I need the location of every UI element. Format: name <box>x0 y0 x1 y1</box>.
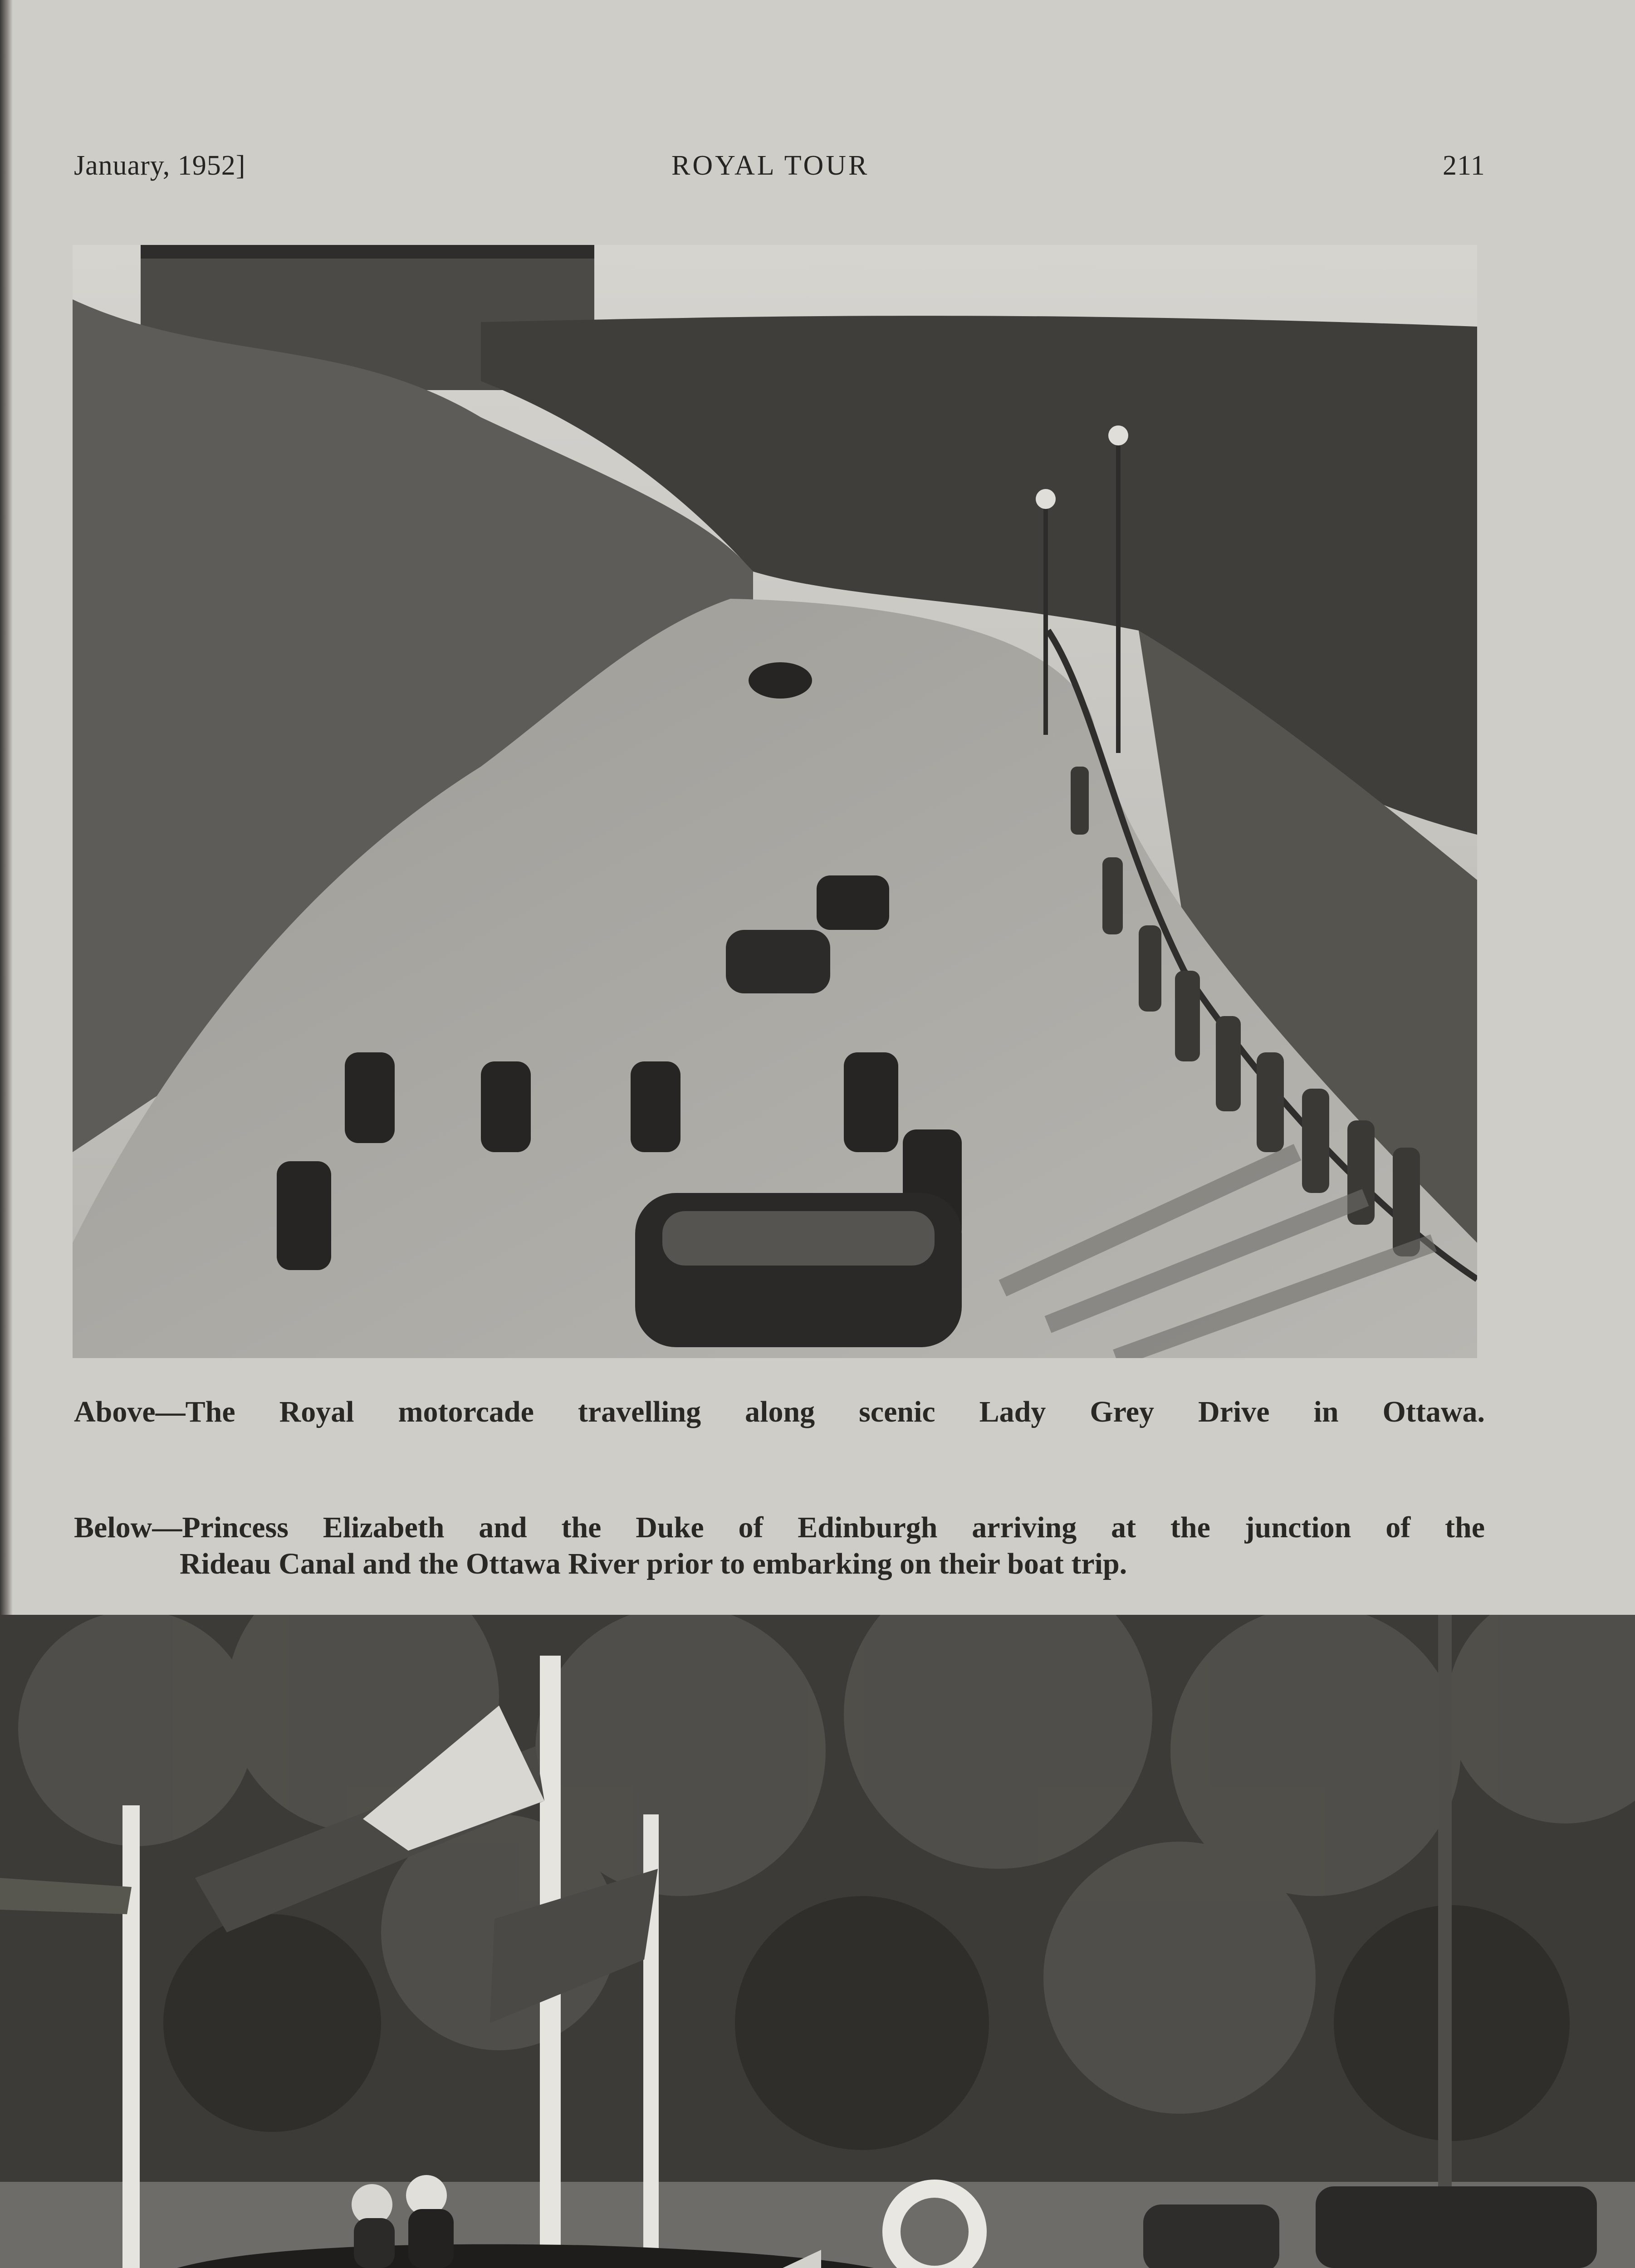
royal-car-photo <box>0 1615 1635 2268</box>
motorcade-photo-illustration <box>73 245 1477 1358</box>
running-head-title: ROYAL TOUR <box>671 150 870 181</box>
page-number: 211 <box>1443 150 1485 181</box>
caption-above: Above—The Royal motorcade travelling along scenic Lady Grey Drive in Ottawa. <box>74 1395 1485 1428</box>
royal-car-photo-illustration <box>0 1615 1635 2268</box>
caption-below-line-1: Below—Princess Elizabeth and the Duke of Edinburgh arriving at the junction of the <box>74 1511 1485 1544</box>
caption-below-line-2: Rideau Canal and the Ottawa River prior to embarking on their boat trip. <box>180 1547 1127 1580</box>
page-spine-shadow <box>0 0 13 1615</box>
motorcade-photo <box>73 245 1477 1358</box>
running-head-date: January, 1952] <box>74 150 246 181</box>
